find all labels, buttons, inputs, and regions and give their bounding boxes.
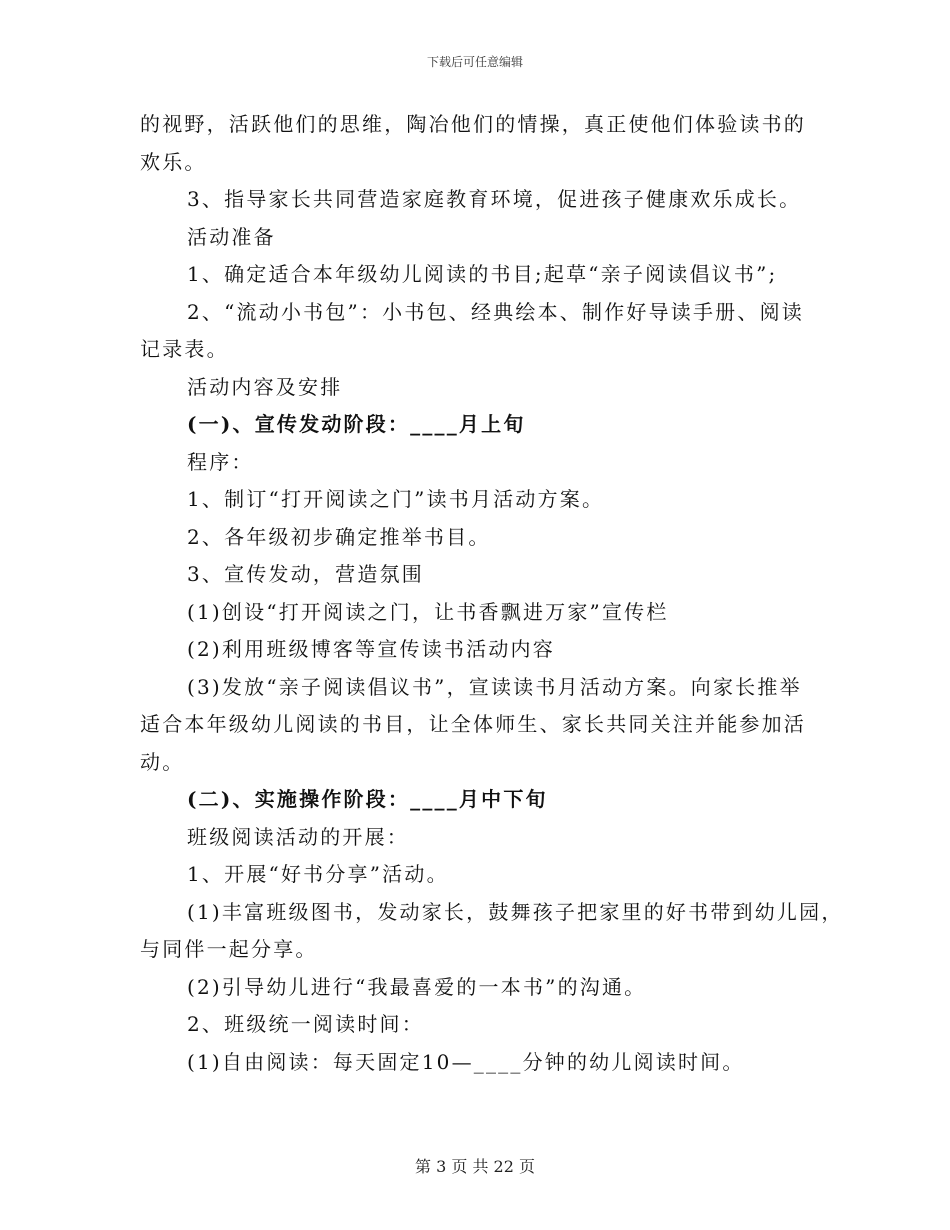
paragraph-line: (1)创设“打开阅读之门，让书香飘进万家”宣传栏 bbox=[187, 599, 669, 624]
section-label: 活动内容及安排 bbox=[187, 374, 343, 399]
paragraph-line: 记录表。 bbox=[140, 337, 229, 361]
paragraph-line: 3、宣传发动，营造氛围 bbox=[187, 562, 424, 586]
paragraph-line: (1)自由阅读：每天固定10—____分钟的幼儿阅读时间。 bbox=[187, 1049, 745, 1074]
paragraph-line: 2、班级统一阅读时间： bbox=[187, 1012, 424, 1036]
paragraph-line: 2、各年级初步确定推举书目。 bbox=[187, 524, 491, 549]
paragraph-line: 1、开展“好书分享”活动。 bbox=[187, 862, 449, 886]
paragraph-line: 与同伴一起分享。 bbox=[140, 937, 318, 961]
paragraph-line: 班级阅读活动的开展： bbox=[187, 824, 409, 849]
paragraph-line: 2、“流动小书包”：小书包、经典绘本、制作好导读手册、阅读 bbox=[187, 299, 804, 324]
paragraph-line: 动。 bbox=[140, 749, 185, 774]
page-number: 第 3 页 共 22 页 bbox=[415, 1157, 535, 1176]
section-heading: (一)、宣传发动阶段：____月上旬 bbox=[187, 412, 526, 436]
section-heading: (二)、实施操作阶段：____月中下旬 bbox=[187, 787, 548, 811]
page-header-note: 下载后可任意编辑 bbox=[426, 55, 523, 69]
document-body bbox=[140, 106, 844, 1081]
paragraph-line: 的视野，活跃他们的思维，陶冶他们的情操，真正使他们体验读书的 bbox=[140, 112, 806, 136]
paragraph-line: 程序： bbox=[187, 449, 254, 474]
paragraph-line: 3、指导家长共同营造家庭教育环境，促进孩子健康欢乐成长。 bbox=[187, 187, 802, 211]
paragraph-line: 适合本年级幼儿阅读的书目，让全体师生、家长共同关注并能参加活 bbox=[140, 712, 806, 736]
paragraph-line: 1、确定适合本年级幼儿阅读的书目;起草“亲子阅读倡议书”; bbox=[187, 262, 778, 286]
paragraph-line: (3)发放“亲子阅读倡议书”，宣读读书月活动方案。向家长推举 bbox=[187, 674, 802, 699]
paragraph-line: 欢乐。 bbox=[140, 149, 207, 174]
paragraph-line: (1)丰富班级图书，发动家长，鼓舞孩子把家里的好书带到幼儿园， bbox=[187, 899, 844, 924]
section-label: 活动准备 bbox=[187, 224, 276, 249]
paragraph-line: (2)引导幼儿进行“我最喜爱的一本书”的沟通。 bbox=[187, 974, 647, 999]
paragraph-line: 1、制订“打开阅读之门”读书月活动方案。 bbox=[187, 487, 605, 511]
paragraph-line: (2)利用班级博客等宣传读书活动内容 bbox=[187, 637, 555, 661]
